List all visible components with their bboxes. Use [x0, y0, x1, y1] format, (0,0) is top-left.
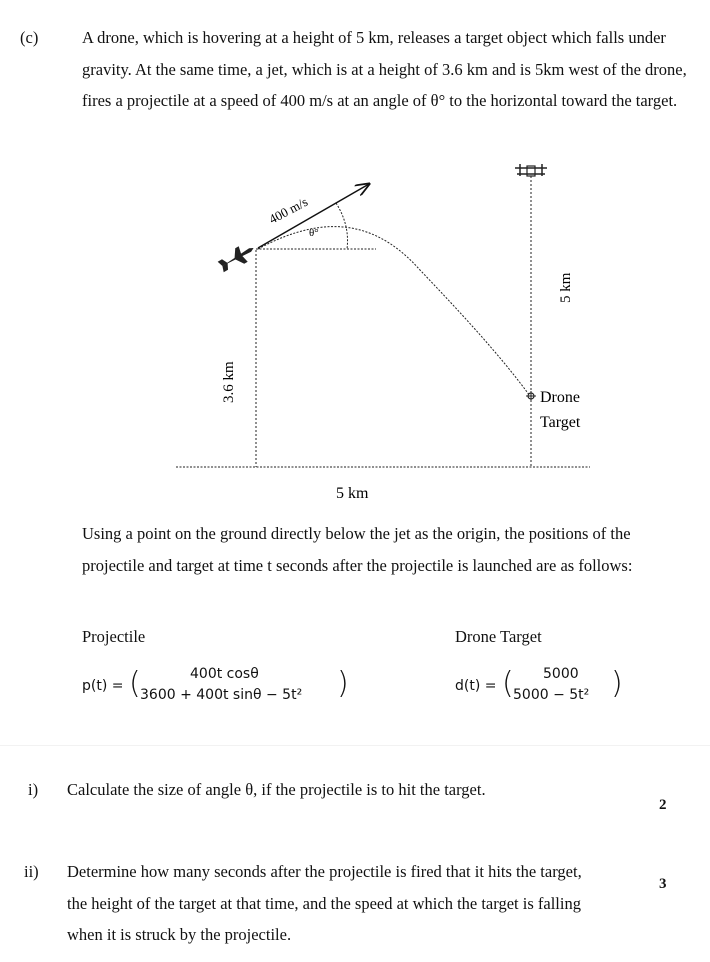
target-top-component: 5000 [543, 666, 579, 682]
ground-distance-label: 5 km [336, 485, 369, 502]
drone-icon [515, 164, 547, 176]
projectile-open-paren: ( [129, 666, 141, 701]
section-divider [0, 745, 710, 746]
question-ii-text: Determine how many seconds after the projectile is fired that it hits the target, the height of the target at that time, and the speed at which the target is falling when it is struck by the projectile. [67, 862, 582, 944]
question-ii-label: ii) [24, 862, 39, 881]
question-ii-marks: 3 [659, 876, 667, 892]
target-heading: Drone Target [455, 627, 542, 646]
target-open-paren: ( [502, 666, 514, 701]
projectile-close-paren: ) [337, 666, 349, 701]
projectile-lhs: p(t) = [82, 678, 124, 694]
projectile-equation [82, 664, 352, 708]
projectile-top-component: 400t cosθ [190, 666, 259, 682]
target-marker-icon [526, 391, 536, 401]
angle-arc [336, 203, 348, 249]
projectile-diagram [0, 150, 710, 510]
projectile-heading: Projectile [82, 627, 146, 646]
question-i-label: i) [28, 780, 39, 799]
target-label: Target [540, 414, 581, 431]
target-close-paren: ) [611, 666, 623, 701]
projectile-bottom-component: 3600 + 400t sinθ − 5t² [140, 687, 303, 703]
explanation-paragraph: Using a point on the ground directly below the jet as the origin, the positions of the projectile and target at time t seconds after the projectile is launched are as follows: [82, 524, 633, 575]
intro-paragraph: A drone, which is hovering at a height of 5 km, releases a target object which falls under gravity. At the same time, a jet, which is at a height of 3.6 km and is 5km west of the drone, fires a projectile at a speed of 400 m/s at an angle of θ° to the horizontal toward the target. [82, 28, 687, 110]
target-lhs: d(t) = [455, 678, 497, 694]
speed-label: 400 m/s [266, 193, 311, 227]
target-bottom-component: 5000 − 5t² [513, 687, 590, 703]
part-label: (c) [20, 28, 39, 47]
question-i-marks: 2 [659, 797, 667, 813]
question-i-text: Calculate the size of angle θ, if the projectile is to hit the target. [67, 780, 486, 799]
angle-label: θ° [309, 227, 319, 239]
jet-height-label: 3.6 km [221, 361, 237, 403]
jet-icon [216, 240, 258, 275]
drone-label: Drone [540, 389, 580, 406]
drone-height-label: 5 km [558, 272, 574, 303]
target-equation [455, 664, 635, 708]
trajectory-curve [258, 227, 530, 396]
